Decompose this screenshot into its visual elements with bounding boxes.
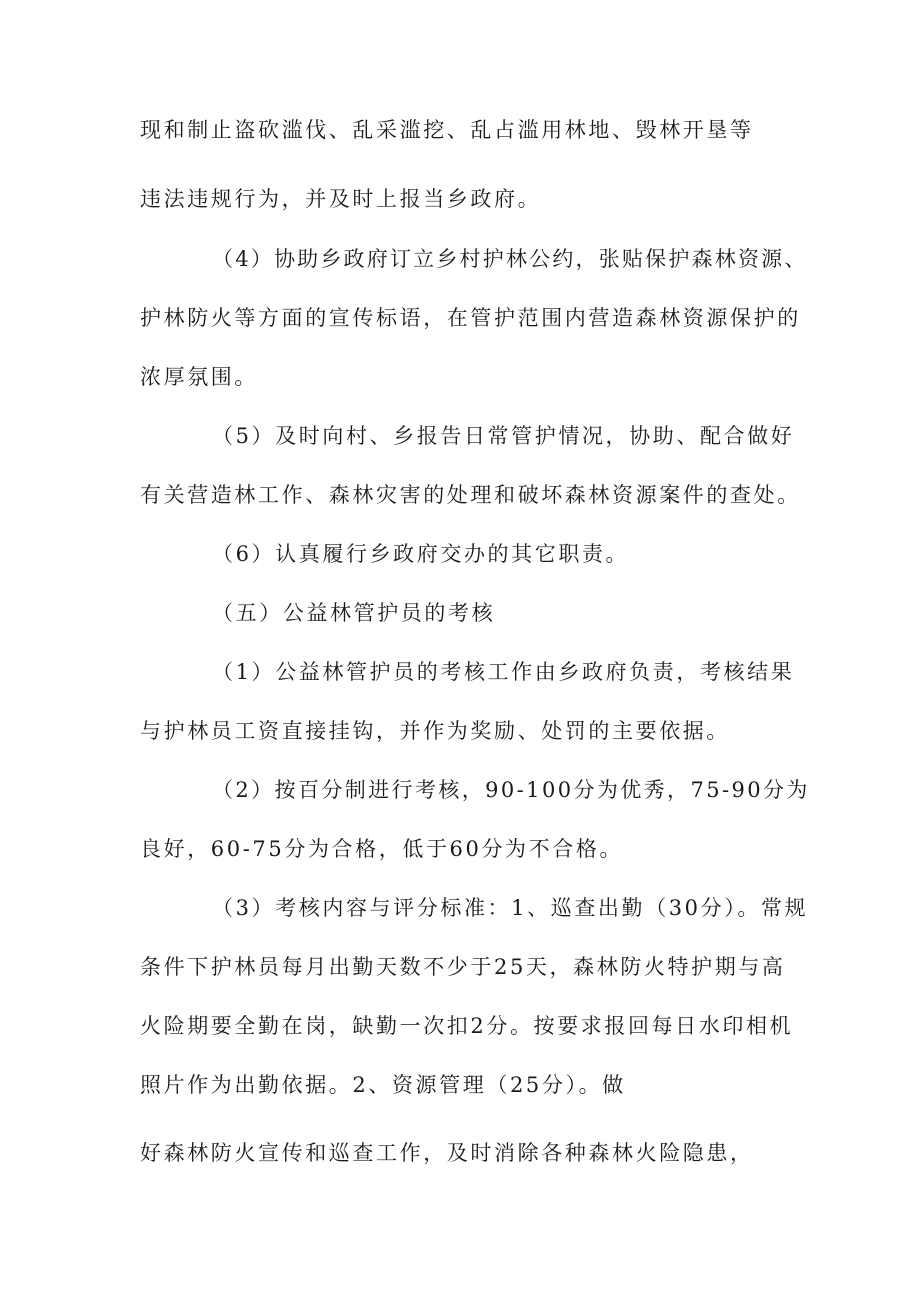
- paragraph-line: 火险期要全勤在岗，缺勤一次扣2分。按要求报回每日水印相机: [140, 1014, 794, 1038]
- paragraph-line: 现和制止盗砍滥伐、乱采滥挖、乱占滥用林地、毁林开垦等: [140, 118, 754, 142]
- paragraph-line: （2）按百分制进行考核，90-100分为优秀，75-90分为: [212, 778, 810, 802]
- paragraph-line: 违法违规行为，并及时上报当乡政府。: [140, 187, 542, 211]
- paragraph-line: 良好，60-75分为合格，低于60分为不合格。: [140, 837, 624, 861]
- paragraph-line: （5）及时向村、乡报告日常管护情况，协助、配合做好: [212, 424, 795, 448]
- paragraph-line: 条件下护林员每月出勤天数不少于25天，森林防火特护期与高: [140, 955, 786, 979]
- paragraph-line: （4）协助乡政府订立乡村护林公约，张贴保护森林资源、: [212, 247, 808, 271]
- paragraph-line: 浓厚氛围。: [140, 365, 258, 389]
- paragraph-line: （6）认真履行乡政府交办的其它职责。: [212, 542, 630, 566]
- paragraph-line: （1）公益林管护员的考核工作由乡政府负责，考核结果: [212, 660, 795, 684]
- paragraph-line: 好森林防火宣传和巡查工作，及时消除各种森林火险隐患，: [140, 1141, 754, 1165]
- paragraph-line: （3）考核内容与评分标准：1、巡查出勤（30分）。常规: [212, 896, 809, 920]
- paragraph-line: 有关营造林工作、森林灾害的处理和破坏森林资源案件的查处。: [140, 483, 801, 507]
- paragraph-line: 护林防火等方面的宣传标语，在管护范围内营造森林资源保护的: [140, 306, 801, 330]
- paragraph-line: 照片作为出勤依据。2、资源管理（25分）。做: [140, 1073, 626, 1097]
- section-heading: （五）公益林管护员的考核: [212, 601, 496, 625]
- paragraph-line: 与护林员工资直接挂钩，并作为奖励、处罚的主要依据。: [140, 719, 730, 743]
